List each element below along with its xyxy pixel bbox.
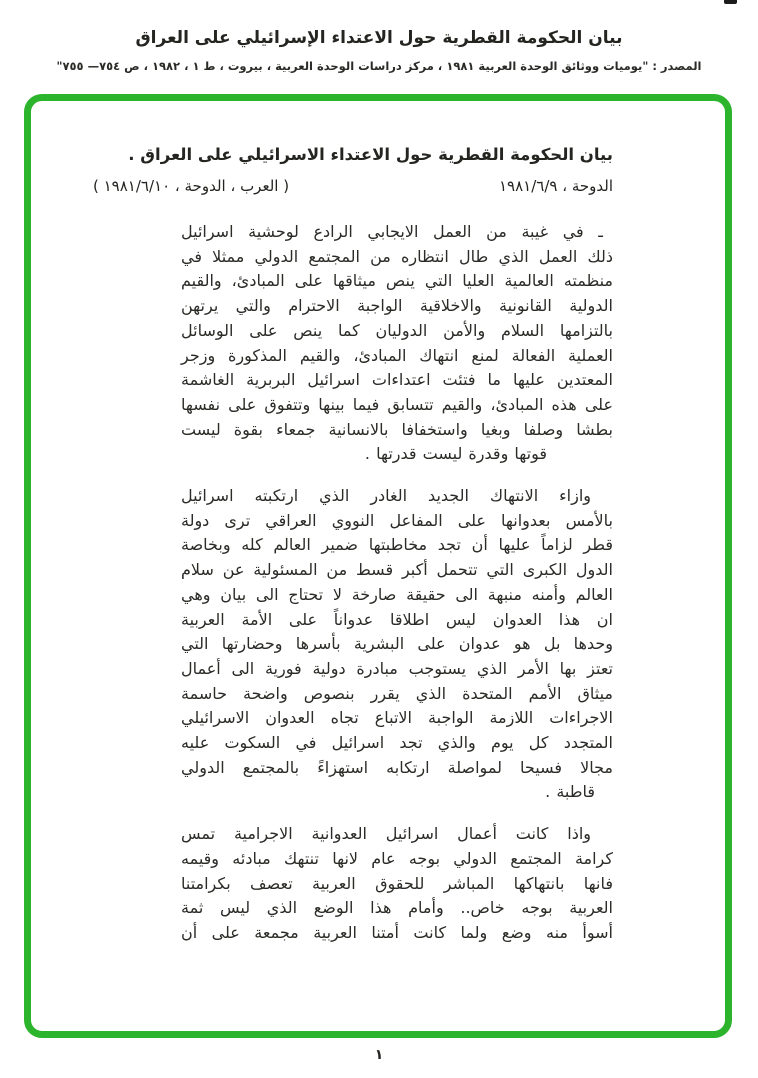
text-line: بطشا وصلفا وبغيا واستخفافا بالانسانية جمعاء بقوة ليست xyxy=(181,419,613,439)
text-line: الاجراءات اللازمة الواجبة الاتباع تجاه العدوان الاسرائيلي xyxy=(181,708,613,728)
text-line: قاطبة . xyxy=(545,782,595,802)
paragraph-3 xyxy=(181,822,613,946)
text-line: بالتزامها السلام والأمن الدوليان كما ينص على الوسائل xyxy=(181,320,613,340)
dateline: الدوحة ، ١٩٨١/٦/٩ xyxy=(499,177,613,195)
text-line: قوتها وقدرة ليست قدرتها . xyxy=(364,444,547,464)
document-frame xyxy=(24,94,732,1038)
paragraph-1 xyxy=(181,220,613,467)
text-line: المعتدين عليها ما فتئت اعتداءات اسرائيل البربرية الغاشمة xyxy=(181,370,613,390)
text-line: مجالا فسيحا لمواصلة ارتكابه استهزاءً بالمجتمع الدولي xyxy=(181,757,613,777)
text-line: وحدها بل هو عدوان على البشرية بأسرها وحضارتها التي xyxy=(181,634,613,654)
text-line: واذا كانت أعمال اسرائيل العدوانية الاجرامية تمس xyxy=(181,824,591,844)
text-line: العملية الفعالة لمنع انتهاك المبادئ، والقيم المذكورة وزجر xyxy=(181,345,613,365)
source-citation: المصدر : "يوميات ووثائق الوحدة العربية ١٩٨١ ، مركز دراسات الوحدة العربية ، بيروت ، ط ١ ، ١٩٨٢ ، ص ٧٥٤— ٧٥٥" xyxy=(56,59,702,73)
text-line: الدول الكبرى التي تتحمل أكبر قسط من المسئولية عن سلام xyxy=(181,560,613,580)
text-line: تعتز بها الأمر الذي يستوجب مبادرة دولية فورية الى أعمال xyxy=(181,658,613,678)
text-line: العربية بوجه خاص.. وأمام هذا الوضع الذي ليس ثمة xyxy=(181,898,613,918)
publication-reference: ( العرب ، الدوحة ، ١٩٨١/٦/١٠ ) xyxy=(93,177,290,195)
text-line: كرامة المجتمع الدولي بوجه عام لانها تنتهك مبادئه وقيمه xyxy=(181,848,613,868)
paragraph-2 xyxy=(181,484,613,805)
text-line: منظمته العالمية العليا التي ينص ميثاقها على المبادئ، والقيم xyxy=(181,271,613,291)
text-line: بالأمس بعدوانها على المفاعل النووي العراقي ترى دولة xyxy=(181,510,613,530)
document-title: بيان الحكومة القطرية حول الاعتداء الاسرائيلي على العراق . xyxy=(128,145,613,164)
header-title: بيان الحكومة القطرية حول الاعتداء الإسرائيلي على العراق xyxy=(135,28,623,48)
text-line: على هذه المبادئ، والقيم تتسابق فيما بينها وتتفوق على نفسها xyxy=(181,394,613,414)
text-line: قطر لزاماً عليها أن تجد مخاطبتها ضمير العالم كله وبخاصة xyxy=(181,535,613,555)
text-line: ذلك العمل الذي طال انتظاره من المجتمع الدولي ممثلا في xyxy=(181,246,613,266)
text-line: ـ في غيبة من العمل الايجابي الرادع لوحشية اسرائيل xyxy=(181,222,603,241)
dateline-row xyxy=(93,177,613,195)
text-line: الدولية القانونية والاخلاقية الواجبة الاحترام والتي يرتهن xyxy=(181,296,613,316)
page-number: ١ xyxy=(374,1047,384,1063)
text-line: ميثاق الأمم المتحدة الذي يقرر بنصوص واضحة حاسمة xyxy=(181,683,613,703)
text-line: ان هذا العدوان ليس اطلاقا عدواناً على الأمة العربية xyxy=(181,609,613,629)
document-body xyxy=(181,220,613,946)
scan-artifact-mark xyxy=(724,0,737,4)
page-header xyxy=(0,0,758,73)
text-line: وازاء الانتهاك الجديد الغادر الذي ارتكبته اسرائيل xyxy=(181,486,591,506)
text-line: أسوأ منه وضع ولما كانت أمتنا العربية مجمعة على أن xyxy=(181,922,613,942)
text-line: فانها بانتهاكها المباشر للحقوق العربية تعصف بكرامتنا xyxy=(181,873,613,893)
text-line: العالم وأمنه منبهة الى حقيقة صارخة لا تحتاج الى بيان وهي xyxy=(181,584,613,604)
text-line: المتجدد كل يوم والذي تجد اسرائيل في السكوت عليه xyxy=(181,733,613,753)
